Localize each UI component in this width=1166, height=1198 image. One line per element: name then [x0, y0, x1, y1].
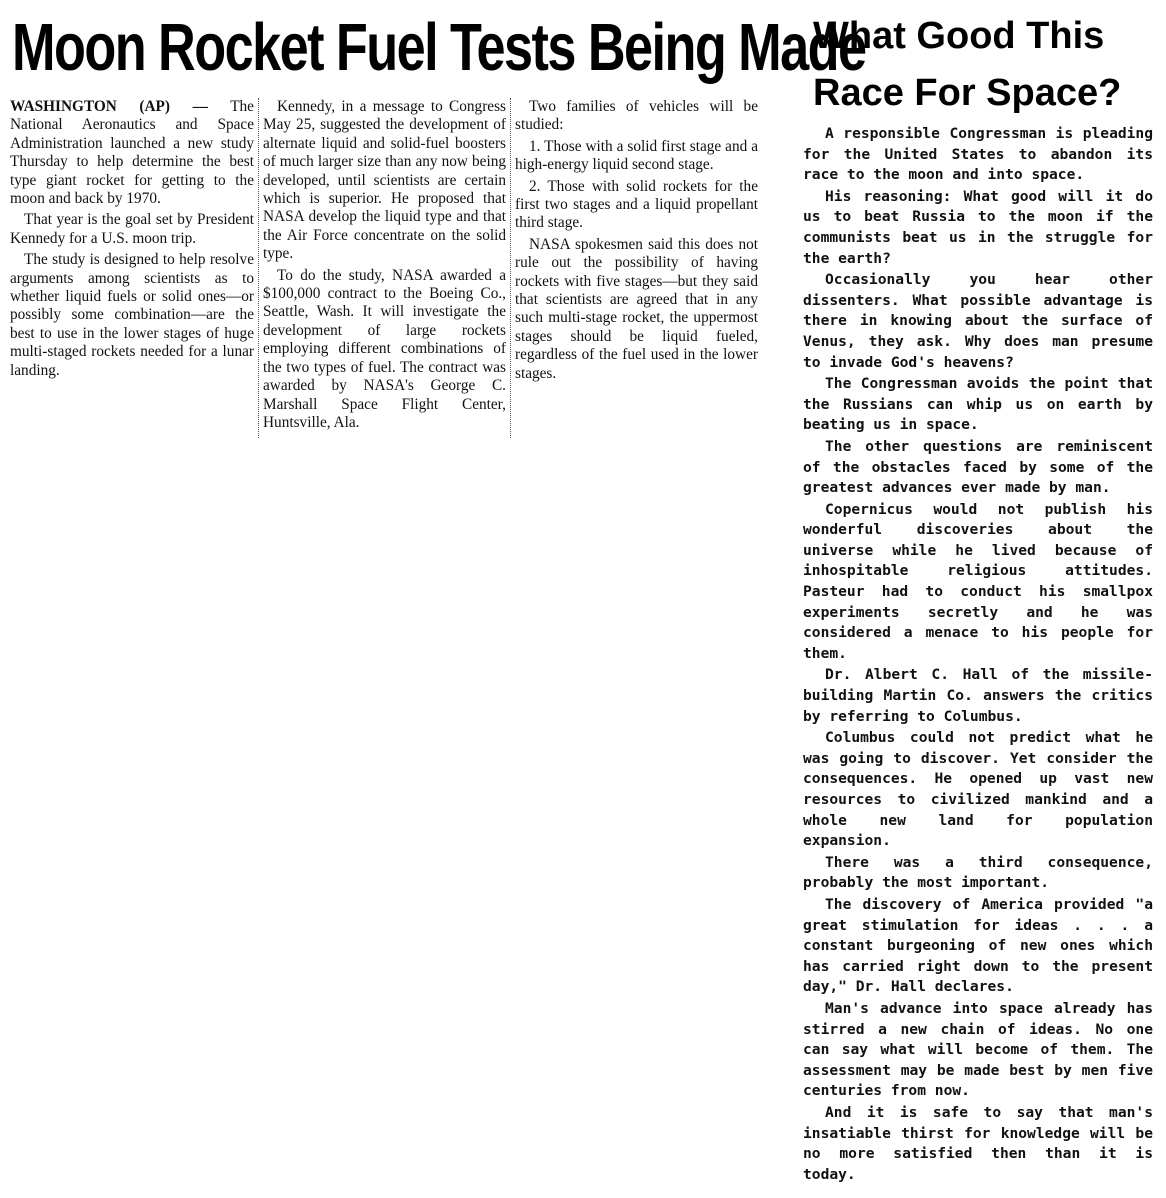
article-paragraph: Two families of vehicles will be studied:: [515, 98, 758, 134]
article-headline: Moon Rocket Fuel Tests Being Made: [12, 10, 866, 85]
editorial-paragraph: There was a third consequence, probably the most important.: [803, 853, 1153, 892]
editorial-paragraph: A responsible Congressman is pleading for the United States to abandon its race to the moon and into space.: [803, 125, 1153, 184]
article-paragraph: The study is designed to help resolve arguments among scientists as to whether liquid fuels or solid ones—or possibly some combination—are the best to use in the lower stages of huge multi-staged rockets needed for a lunar landing.: [10, 251, 254, 379]
article-columns: [6, 98, 780, 438]
editorial-paragraph: Man's advance into space already has stirred a new chain of ideas. No one can say what will become of them. The assessment may be made best by men five centuries from now.: [803, 999, 1153, 1100]
editorial-body: [803, 124, 1153, 1186]
article-paragraph: NASA spokesmen said this does not rule out the possibility of having rockets with five stages—but they said that scientists are agreed that in any such multi-stage rocket, the uppermost stages should be liquid fueled, regardless of the fuel used in the lower stages.: [515, 235, 758, 382]
editorial-paragraph: Copernicus would not publish his wonderful discoveries about the universe while he lived because of inhospitable religious attitudes. Pasteur had to conduct his smallpox experiments secretly and he was considered a menace to his people for them.: [803, 500, 1153, 662]
paragraph-text: The National Aeronautics and Space Administration launched a new study Thursday to help determine the best type giant rocket for getting to the moon and back by 1970.: [10, 98, 254, 208]
article-paragraph: That year is the goal set by President Kennedy for a U.S. moon trip.: [10, 211, 254, 247]
article-column-1: [6, 98, 258, 438]
article-column-3: [510, 98, 762, 438]
article-paragraph: 2. Those with solid rockets for the first two stages and a liquid propellant third stage.: [515, 177, 758, 232]
article-paragraph: To do the study, NASA awarded a $100,000 contract to the Boeing Co., Seattle, Wash. It will investigate the development of large rockets employing different combinations of the two types of fuel. The contract was awarded by NASA's George C. Marshall Space Flight Center, Huntsville, Ala.: [263, 266, 506, 431]
editorial-paragraph: Columbus could not predict what he was going to discover. Yet consider the consequences. He opened up vast new resources to civilized mankind and a whole new land for population expansion.: [803, 729, 1153, 850]
editorial-paragraph: Occasionally you hear other dissenters. What possible advantage is there in knowing about the surface of Venus, they ask. Why does man presume to invade God's heavens?: [803, 271, 1153, 371]
dateline: WASHINGTON (AP) —: [10, 98, 208, 115]
editorial-paragraph: His reasoning: What good will it do us to beat Russia to the moon if the communists beat us in the struggle for the earth?: [803, 187, 1153, 267]
space-race-editorial: [795, 0, 1161, 1198]
editorial-paragraph: The Congressman avoids the point that the Russians can whip us on earth by beating us in space.: [803, 375, 1153, 434]
article-paragraph: Kennedy, in a message to Congress May 25, suggested the development of alternate liquid and solid-fuel boosters of much larger size than any now being developed, until scientists are certain which is superior. He proposed that NASA develop the liquid type and that the Air Force concentrate on the solid type.: [263, 98, 506, 263]
editorial-paragraph: Dr. Albert C. Hall of the missile-building Martin Co. answers the critics by referring to Columbus.: [803, 666, 1153, 725]
editorial-paragraph: And it is safe to say that man's insatiable thirst for knowledge will be no more satisfied then than it is today.: [803, 1103, 1153, 1183]
editorial-headline: What Good This Race For Space?: [813, 15, 1122, 114]
editorial-paragraph: The discovery of America provided "a great stimulation for ideas . . . a constant burgeoning of new ones which has carried right down to the present day," Dr. Hall declares.: [803, 895, 1153, 996]
article-paragraph: [10, 98, 254, 208]
article-column-2: [258, 98, 510, 438]
rocket-fuel-article: [0, 0, 866, 460]
article-paragraph: 1. Those with a solid first stage and a high-energy liquid second stage.: [515, 137, 758, 174]
editorial-paragraph: The other questions are reminiscent of the obstacles faced by some of the greatest advances ever made by man.: [803, 437, 1153, 497]
